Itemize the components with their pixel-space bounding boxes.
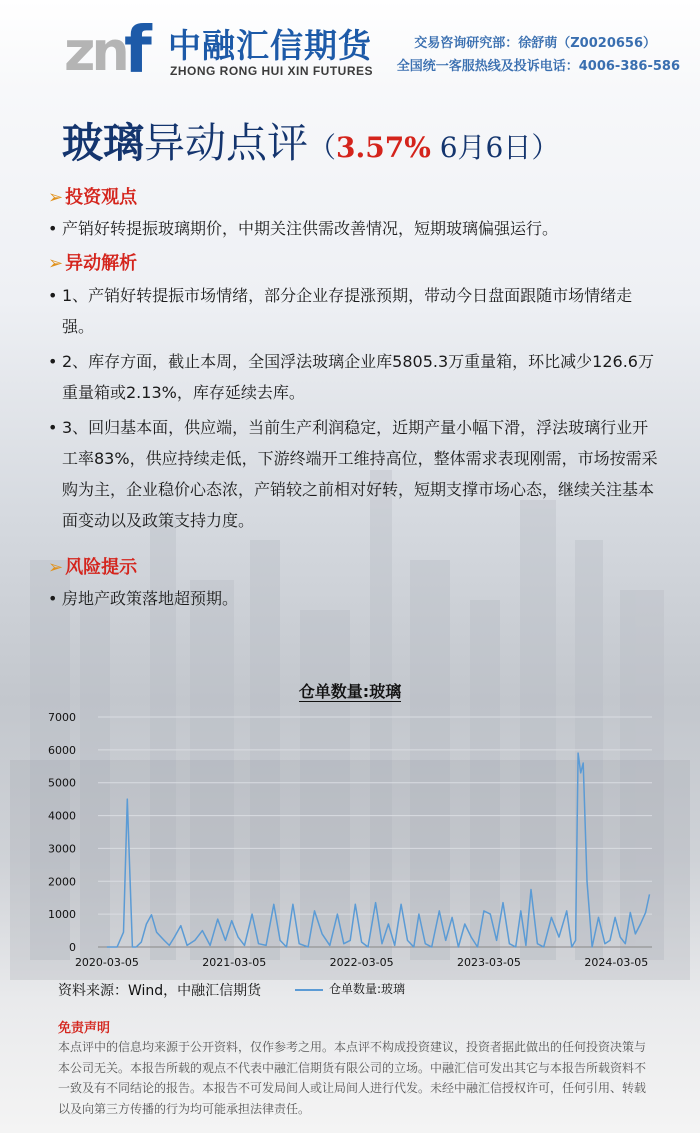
risk-paragraph: • 房地产政策落地超预期。	[48, 583, 658, 614]
title-product: 玻璃	[62, 119, 144, 167]
analysis-paragraph-1: • 1、产销好转提振市场情绪，部分企业存提涨预期，带动今日盘面跟随市场情绪走强。	[48, 280, 658, 342]
analyst-contact: 交易咨询研究部：徐舒萌（Z0020656）	[414, 36, 656, 51]
arrow-icon: ➢	[48, 187, 64, 208]
svg-text:zn: zn	[64, 20, 126, 78]
bullet-icon: •	[48, 219, 58, 238]
x-tick-label: 2022-03-05	[329, 956, 394, 969]
bullet-icon: •	[48, 352, 58, 371]
title-date: 6月6日）	[430, 131, 560, 164]
view-paragraph: • 产销好转提振玻璃期价，中期关注供需改善情况，短期玻璃偏强运行。	[48, 213, 658, 244]
report-header	[0, 0, 700, 88]
chart-title: 仓单数量:玻璃	[298, 682, 402, 701]
warehouse-receipts-chart	[40, 700, 670, 975]
y-tick-label: 6000	[48, 743, 76, 757]
disclaimer-text: 本点评中的信息均来源于公开资料，仅作参考之用。本点评不构成投资建议，投资者据此做出的任何投资决策与本公司无关。本报告所载的观点不代表中融汇信期货有限公司的立场。中融汇信可发出其它与本报告所载资料不一致及有不同结论的报告。本报告不可发局间人或让局间人进行代发。未经中融汇信授权许可，任何引用、转载以及向第三方传播的行为均可能承担法律责任。	[58, 1040, 647, 1116]
x-tick-label: 2020-03-05	[74, 956, 139, 969]
y-tick-label: 0	[69, 941, 76, 954]
company-name-cn: 中融汇信期货	[168, 26, 372, 65]
section-heading-analysis: ➢ 异动解析	[48, 253, 138, 274]
company-logo-icon	[64, 12, 159, 78]
disclaimer-title: 免责声明	[58, 1021, 111, 1036]
x-tick-label: 2023-03-05	[457, 956, 521, 969]
bullet-icon: •	[48, 418, 58, 437]
section-heading-view: ➢ 投资观点	[48, 187, 138, 208]
chart-legend	[295, 980, 405, 997]
y-tick-label: 2000	[48, 875, 76, 889]
legend-swatch	[295, 989, 323, 991]
legend-label: 仓单数量:玻璃	[329, 982, 406, 996]
analysis-paragraph-3: • 3、回归基本面，供应端，当前生产利润稳定，近期产量小幅下滑，浮法玻璃行业开工率83%，供应持续走低，下游终端开工维持高位，整体需求表现刚需，市场按需采购为主，企业稳价心态浓，产销较之前相对好转，短期支撑市场心态，继续关注基本面变动以及政策支持力度。	[48, 412, 658, 536]
x-tick-label: 2021-03-05	[202, 956, 267, 969]
y-tick-label: 4000	[48, 809, 76, 823]
series-line	[107, 753, 650, 947]
x-tick-label: 2024-03-05	[584, 956, 649, 969]
report-title	[62, 110, 559, 169]
arrow-icon: ➢	[48, 557, 64, 578]
y-tick-label: 7000	[48, 711, 76, 724]
title-change-pct: 3.57%	[336, 131, 431, 164]
data-source: 资料来源：Wind，中融汇信期货	[58, 983, 262, 999]
analysis-paragraph-2: • 2、库存方面，截止本周，全国浮法玻璃企业库5805.3万重量箱，环比减少126.6万重量箱或2.13%，库存延续去库。	[48, 346, 658, 408]
y-tick-label: 3000	[48, 842, 76, 856]
section-heading-risk: ➢ 风险提示	[48, 557, 138, 578]
title-paren: （	[308, 131, 337, 164]
bullet-icon: •	[48, 589, 58, 608]
hotline-contact: 全国统一客服热线及投诉电话：4006-386-586	[396, 59, 680, 74]
y-tick-label: 5000	[48, 776, 76, 790]
title-type: 异动点评	[144, 119, 308, 167]
y-tick-label: 1000	[48, 908, 76, 922]
bullet-icon: •	[48, 286, 58, 305]
svg-text:f: f	[124, 14, 152, 78]
arrow-icon: ➢	[48, 253, 64, 274]
company-name-en: ZHONG RONG HUI XIN FUTURES	[170, 64, 374, 78]
